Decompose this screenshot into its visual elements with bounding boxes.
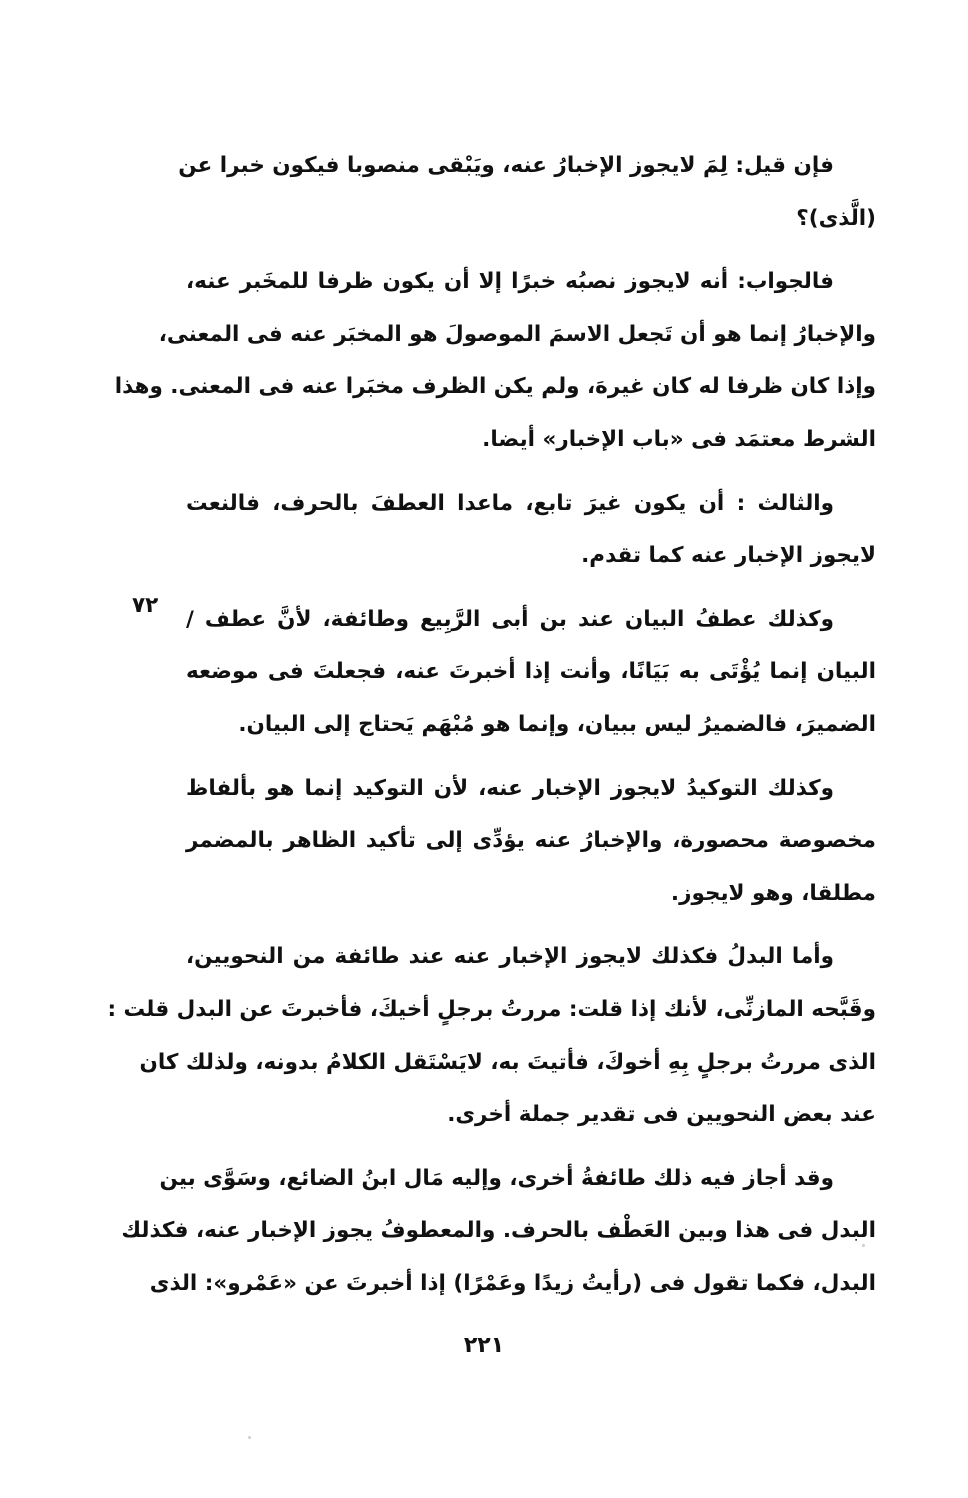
text-line: لايجوز الإخبار عنه كما تقدم.: [581, 543, 876, 569]
text-line: والإخبارُ إنما هو أن تَجعل الاسمَ الموصولَ هو المخبَر عنه فى المعنى،: [158, 321, 876, 347]
text-line: مطلقا، وهو لايجوز.: [670, 880, 876, 906]
scan-speck: [248, 1436, 251, 1439]
text-line: الشرط معتمَد فى «باب الإخبار» أيضا.: [482, 426, 876, 452]
text-line: وكذلك التوكيدُ لايجوز الإخبار عنه، لأن التوكيد إنما هو بألفاظ: [186, 775, 834, 801]
paragraph-3: [186, 478, 876, 583]
text-line: وكذلك عطفُ البيان عند بن أبى الرَّبِيع وطائفة، لأنَّ عطف /: [186, 606, 834, 632]
text-line: البدل فى هذا وبين العَطْف بالحرف. والمعطوفُ يجوز الإخبار عنه، فكذلك: [121, 1218, 876, 1244]
text-line: وقَبَّحه المازنِّى، لأنك إذا قلت: مررتُ برجلٍ أخيكَ، فأخبرتَ عن البدل قلت :: [107, 996, 876, 1022]
paragraph-1: [178, 140, 876, 245]
text-line: مخصوصة محصورة، والإخبارُ عنه يؤدِّى إلى تأكيد الظاهر بالمضمر: [186, 828, 876, 854]
text-line: البيان إنما يُؤْتَى به بَيَانًا، وأنت إذا أخبرتَ عنه، فجعلتَ فى موضعه: [186, 659, 876, 685]
text-line: فالجواب: أنه لايجوز نصبُه خبرًا إلا أن يكون ظرفا للمخَبر عنه،: [186, 269, 834, 295]
text-line: فإن قيل: لِمَ لايجوز الإخبارُ عنه، ويَبْقى منصوبا فيكون خبرا عن: [178, 153, 834, 178]
scan-speck: [862, 1244, 865, 1247]
paragraph-4: [186, 594, 876, 752]
text-line: والثالث : أن يكون غيرَ تابع، ماعدا العطفَ بالحرف، فالنعت: [186, 490, 834, 516]
paragraph-6: [107, 931, 876, 1141]
paragraph-5: [186, 763, 876, 921]
text-line: عند بعض النحويين فى تقدير جملة أخرى.: [447, 1102, 876, 1128]
text-line: وإذا كان ظرفا له كان غيرهَ، ولم يكن الظرف مخبَرا عنه فى المعنى. وهذا: [114, 374, 876, 400]
text-line: وقد أجاز فيه ذلك طائفةُ أخرى، وإليه مَال ابنُ الضائع، وسَوَّى بين: [159, 1165, 834, 1191]
text-line: البدل، فكما تقول فى (رأيتُ زيدًا وعَمْرًا) إذا أخبرتَ عن «عَمْرو»: الذى: [149, 1270, 876, 1296]
manuscript-folio-marker: ٧٢: [132, 593, 159, 618]
page-number: ٢٢١: [463, 1333, 505, 1358]
text-line: وأما البدلُ فكذلك لايجوز الإخبار عنه عند طائفة من النحويين،: [186, 944, 834, 970]
paragraph-2: [114, 256, 876, 466]
text-line: (الَّذى)؟: [796, 205, 876, 231]
text-line: الذى مررتُ برجلٍ بِهِ أخوكَ، فأتيتَ به، لايَسْتَقل الكلامُ بدونه، ولذلك كان: [139, 1049, 876, 1075]
paragraph-7: [121, 1153, 876, 1311]
text-line: الضميرَ، فالضميرُ ليس ببيان، وإنما هو مُبْهَم يَحتاج إلى البيان.: [238, 711, 876, 737]
